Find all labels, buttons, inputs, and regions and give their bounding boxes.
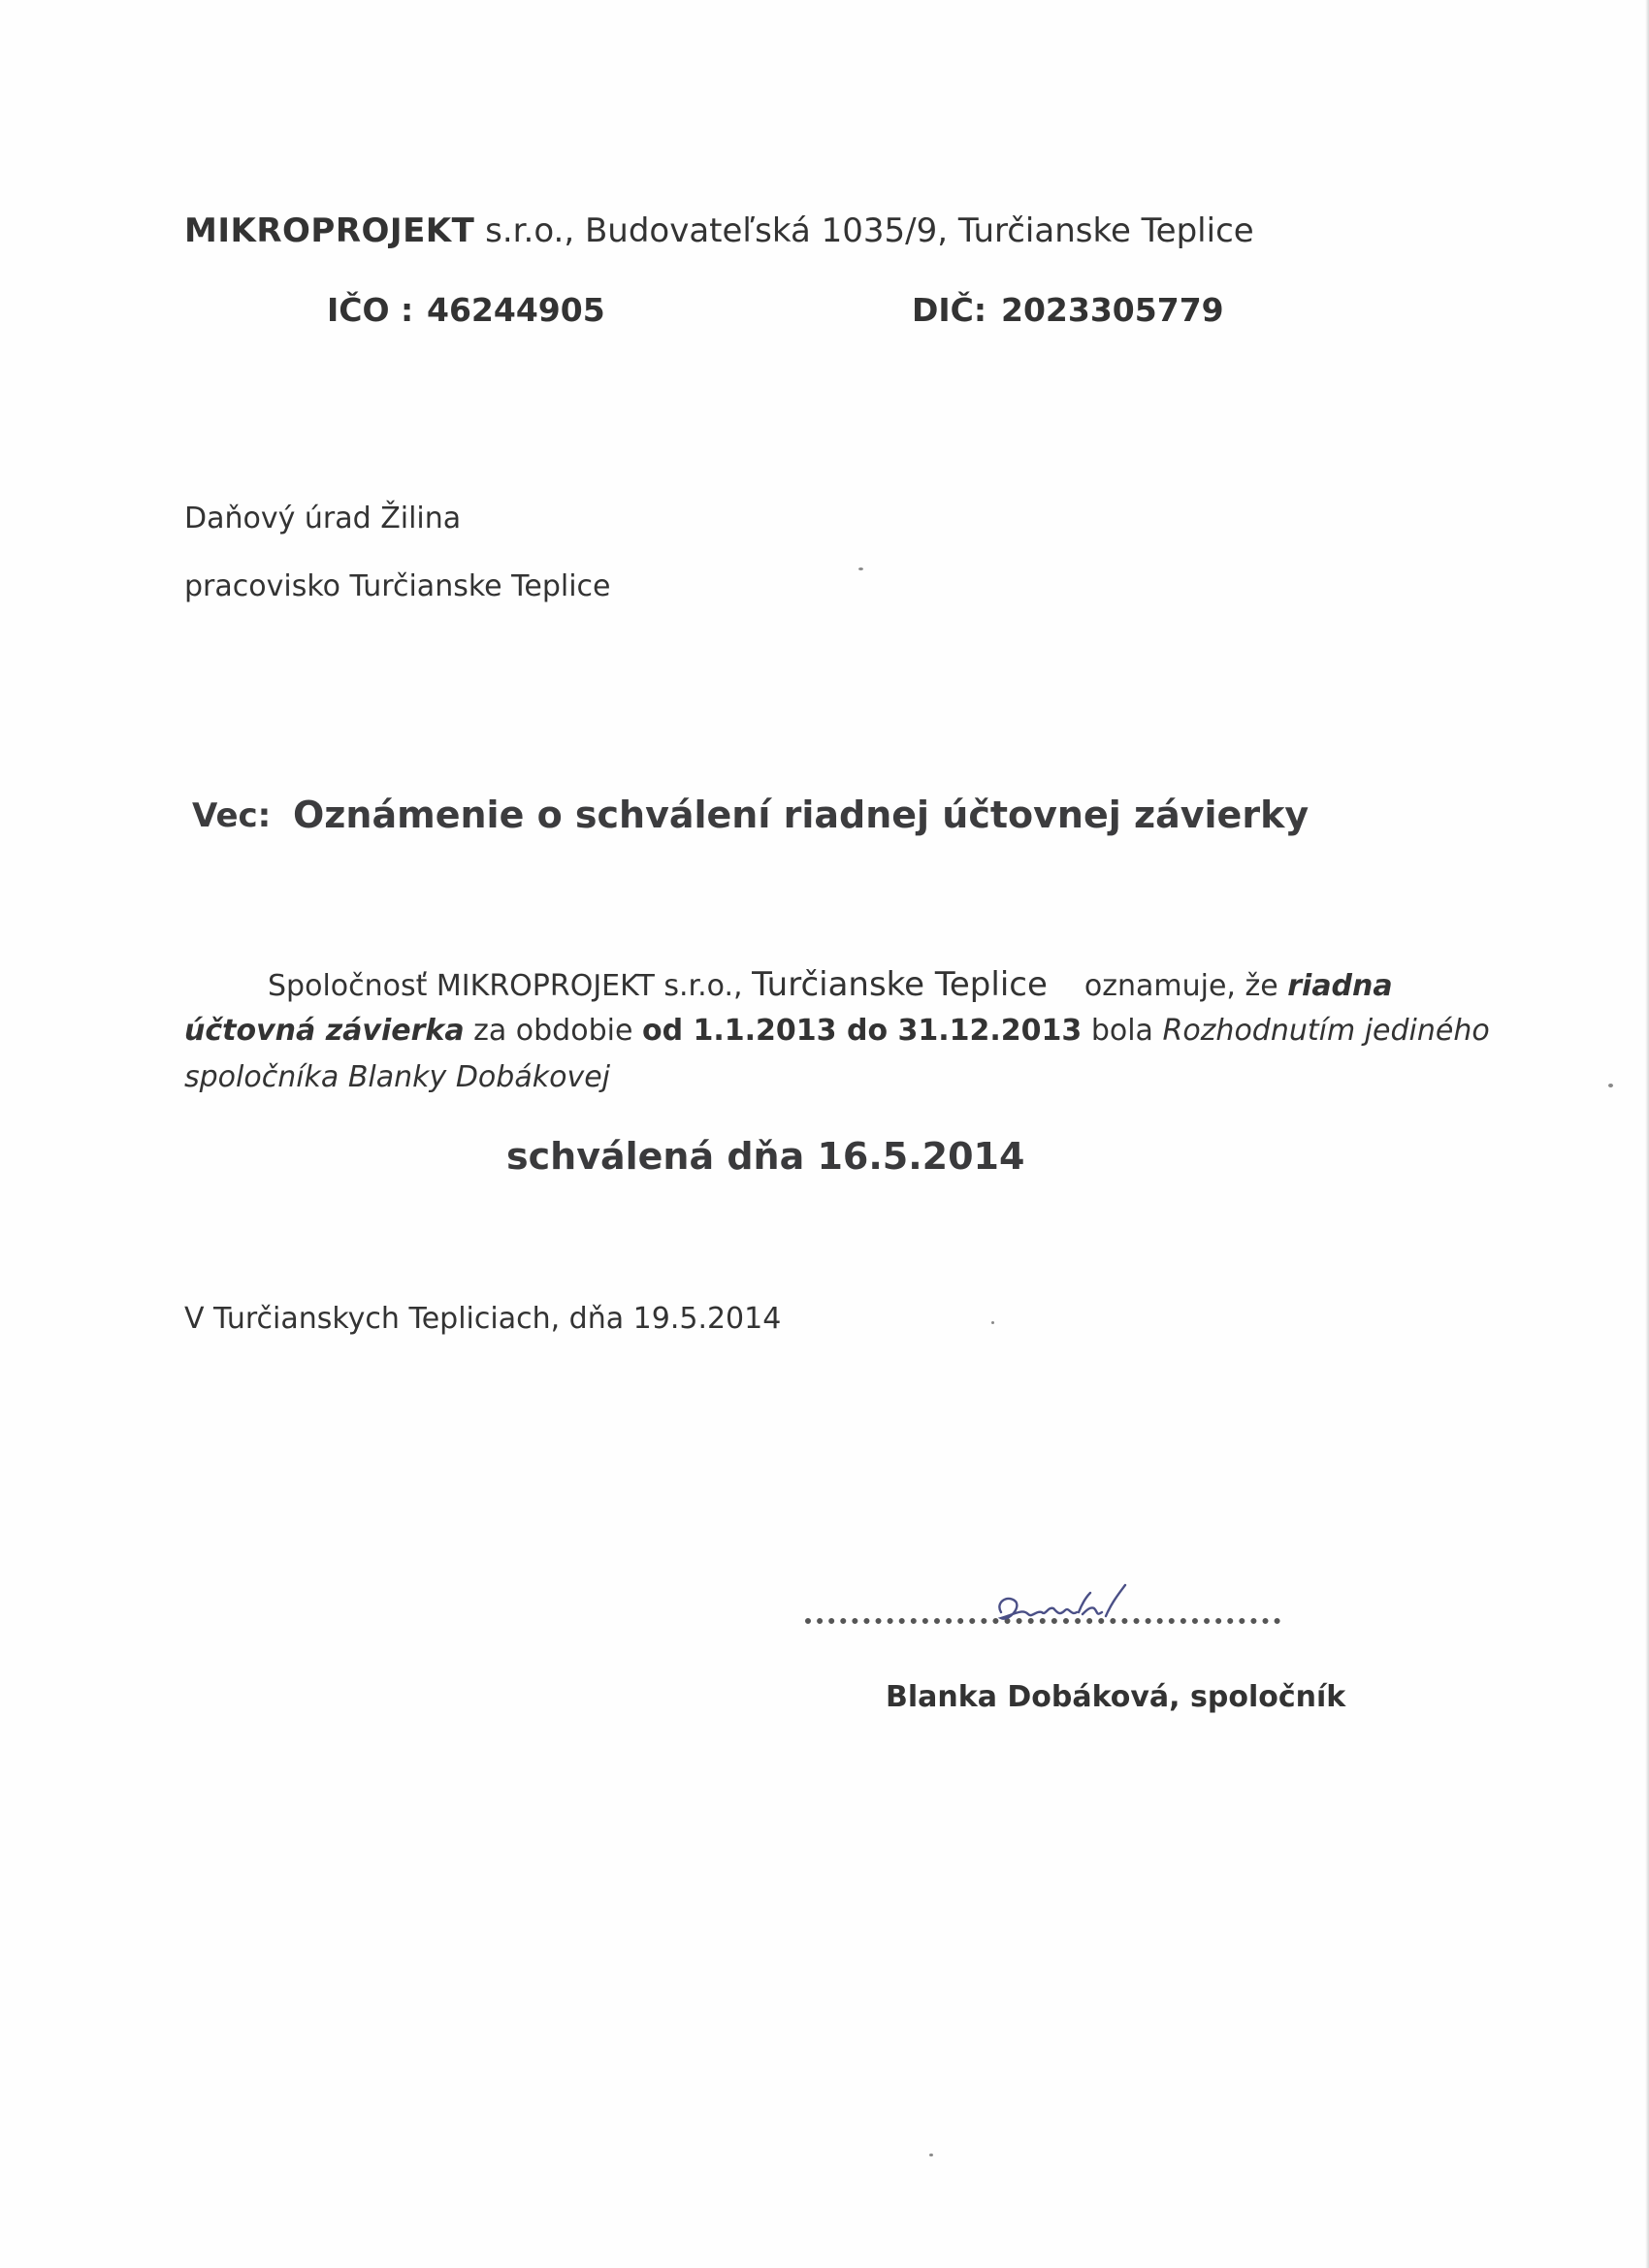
handwritten-signature bbox=[989, 1573, 1154, 1641]
scan-speck bbox=[991, 1321, 994, 1324]
scan-edge bbox=[1645, 0, 1649, 2268]
body-line-2 bbox=[184, 1014, 1490, 1048]
ico-value: 46244905 bbox=[427, 291, 605, 329]
body-announces: oznamuje, že bbox=[1083, 969, 1288, 1003]
body-town: Turčianske Teplice bbox=[752, 965, 1048, 1004]
scan-speck bbox=[1608, 1084, 1613, 1087]
recipient-office: Daňový úrad Žilina bbox=[184, 502, 462, 535]
body-statement: účtovná závierka bbox=[184, 1014, 465, 1048]
dic-label: DIČ: bbox=[912, 291, 987, 329]
approval-date: schválená dňa 16.5.2014 bbox=[506, 1135, 1025, 1178]
body-line-1 bbox=[268, 965, 1393, 1004]
recipient-branch: pracovisko Turčianske Teplice bbox=[184, 569, 611, 603]
company-address: s.r.o., Budovateľská 1035/9, Turčianske Teplice bbox=[474, 211, 1254, 250]
body-company: Spoločnosť MIKROPROJEKT s.r.o., bbox=[268, 969, 753, 1003]
subject-label: Vec: bbox=[192, 796, 272, 835]
body-regular: riadna bbox=[1287, 969, 1393, 1003]
subject-title: Oznámenie o schválení riadnej účtovnej závierky bbox=[293, 794, 1310, 836]
body-was: bola bbox=[1082, 1014, 1163, 1048]
body-period-label: za obdobie bbox=[464, 1014, 642, 1048]
dic-value: 2023305779 bbox=[1001, 291, 1224, 329]
company-header bbox=[184, 211, 1254, 250]
body-period: od 1.1.2013 do 31.12.2013 bbox=[641, 1014, 1083, 1048]
ico-label: IČO : bbox=[327, 291, 414, 329]
company-name: MIKROPROJEKT bbox=[184, 211, 475, 250]
body-line-3: spoločníka Blanky Dobákovej bbox=[184, 1060, 610, 1094]
signer-name: Blanka Dobáková, spoločník bbox=[886, 1680, 1346, 1714]
scan-speck bbox=[929, 2154, 933, 2156]
place-and-date: V Turčianskych Tepliciach, dňa 19.5.2014 bbox=[184, 1302, 782, 1336]
body-decision: Rozhodnutím jediného bbox=[1162, 1014, 1490, 1048]
scan-speck bbox=[858, 567, 863, 570]
